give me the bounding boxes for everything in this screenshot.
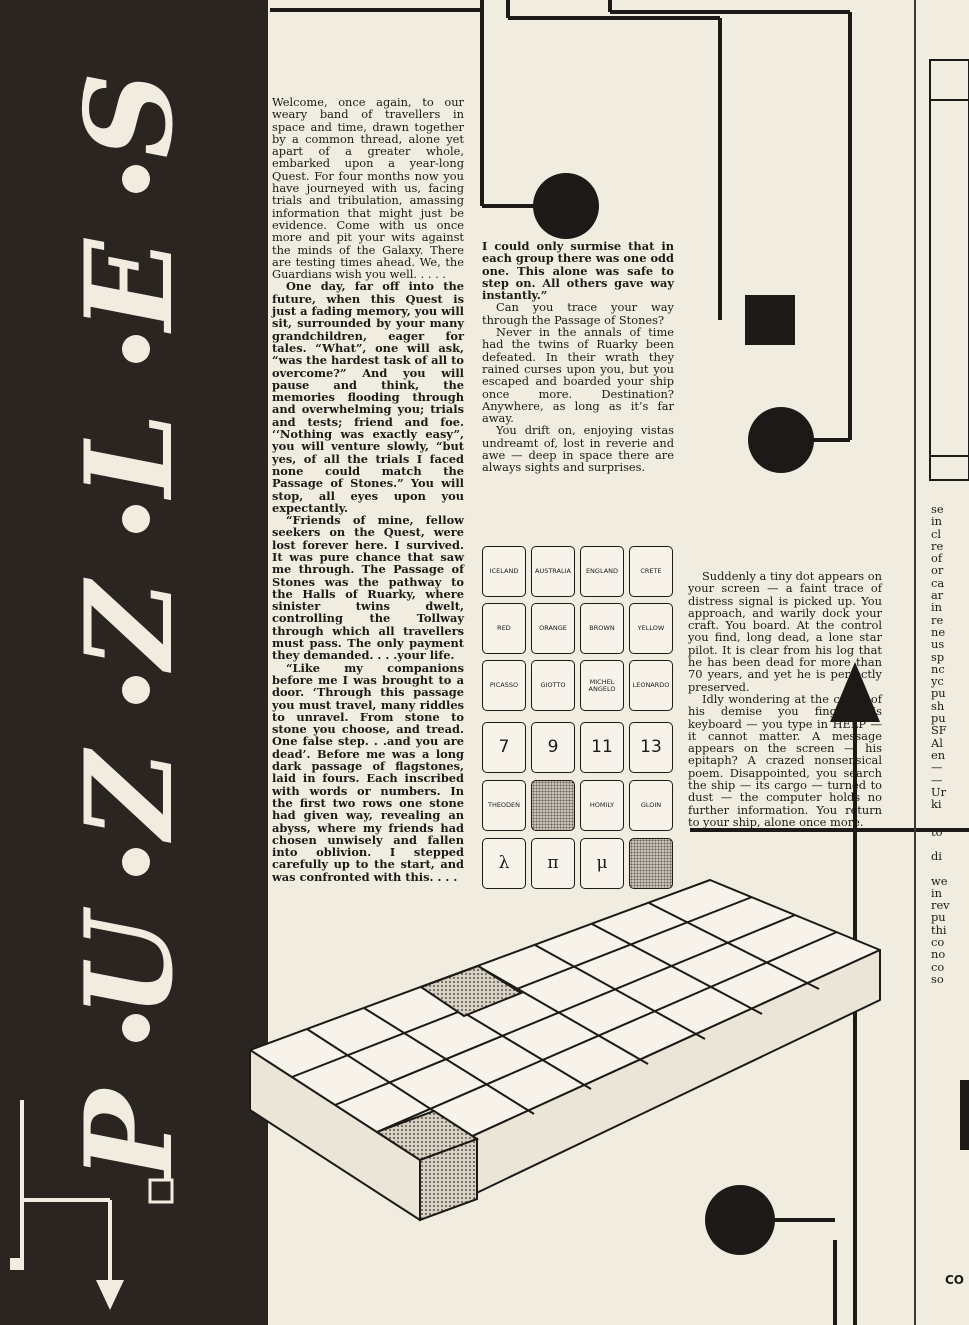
stone-cell: 13 <box>629 722 673 773</box>
title-letter: P <box>59 1089 200 1181</box>
body-paragraph: Can you trace your way through the Passage of Stones? <box>482 300 674 327</box>
stone-cell: ORANGE <box>531 603 575 654</box>
stone-cell: μ <box>580 838 624 889</box>
title-letter: E <box>59 239 200 331</box>
body-paragraph: Suddenly a tiny dot appears on your screen — a faint trace of distress signal is picked up. You approach, and warily dock your craft. You board. At the control you find, long dead, a lone star pilot. It is clear from his log that he has been dead for more than 70 years, and yet he is perfectly preserved. <box>688 569 882 694</box>
stone-cell: ENGLAND <box>580 546 624 597</box>
stone-cell: RED <box>482 603 526 654</box>
stone-cell: 11 <box>580 722 624 773</box>
stone-cell: 9 <box>531 722 575 773</box>
stone-cell: CRETE <box>629 546 673 597</box>
stone-cell: THEODEN <box>482 780 526 831</box>
title-letter: S <box>59 71 200 159</box>
title-letter: Z <box>59 751 200 839</box>
stone-cell: GIOTTO <box>531 660 575 711</box>
passage-of-stones-grid <box>482 546 674 894</box>
stone-cell: π <box>531 838 575 889</box>
adjacent-page-fragment: se in cl re of or ca ar in re ne us sp nc yc pu sh pu SF Al en — — Ur ki <box>931 503 947 811</box>
body-paragraph: “Like my companions before me I was brought to a door. ‘Through this passage you must travel, many riddles to unravel. From stone to stone you choose, and tread. One false step. . .and you are dead’. Before me was a long dark passage of flagstones, laid in fours. Each inscribed with words or numbers. In the first two rows one stone had given way, revealing an abyss, where my friends had chosen unwisely and fallen into oblivion. I stepped carefully up to the start, and was confronted with this. . . . <box>272 660 464 884</box>
flagstone-passage-illustration <box>240 860 900 1240</box>
quote-paragraph: I could only surmise that in each group there was one odd one. This alone was safe to step on. All others gave way instantly.” <box>482 239 674 303</box>
title-letter: L <box>59 412 200 498</box>
article-column-3 <box>688 570 882 828</box>
stone-cell: BROWN <box>580 603 624 654</box>
title-letter: U <box>59 912 200 1018</box>
stone-cell: AUSTRALIA <box>531 546 575 597</box>
body-paragraph: One day, far off into the future, when this Quest is just a fading memory, you will sit, surrounded by your many grandchildren, eager for tales. “What”, one will ask, “was the hardest task of all to overcome?” And you will pause and think, the memories flooding through and overwhelming you; trials and tests; friend and foe. ‘‘Nothing was exactly easy”, you will venture slowly, “but yes, of all the trials I faced none could match the Passage of Stones.” You will stop, all eyes upon you expectantly. <box>272 279 464 515</box>
collapsed-stone <box>531 780 575 831</box>
stone-cell: PICASSO <box>482 660 526 711</box>
body-paragraph: Never in the annals of time had the twins of Ruarky been defeated. In their wrath they rained curses upon you, but you escaped and boarded your ship once more. Destination? Anywhere, as long as it’s far away. <box>482 325 674 426</box>
body-paragraph: You drift on, enjoying vistas undreamt of, lost in reverie and awe — deep in space there are always sights and surprises. <box>482 423 674 475</box>
stone-cell: HOMILY <box>580 780 624 831</box>
title-letter: Z <box>59 581 200 669</box>
footer-fragment: CO <box>945 1273 965 1287</box>
collapsed-stone <box>629 838 673 889</box>
body-paragraph: “Friends of mine, fellow seekers on the Quest, were lost forever here. I survived. It was pure chance that saw me through. The Passage of Stones was the pathway to the Halls of Ruarky, where sinister twins dwelt, controlling the Tollway through which all travellers must pass. The only payment they demanded. . . .your life. <box>272 513 464 663</box>
stone-cell: LEONARDO <box>629 660 673 711</box>
stone-cell: GLOIN <box>629 780 673 831</box>
intro-paragraph: Welcome, once again, to our weary band of travellers in space and time, drawn together by a common thread, alone yet apart of a greater whole, embarked upon a year-long Quest. For four months now you have journeyed with us, facing trials and tribulation, amassing information that might just be evidence. Come with us once more and pit your wits against the minds of the Galaxy. There are testing times ahead. We, the Guardians wish you well. . . . . <box>272 95 464 282</box>
stone-cell: MICHEL ANGELO <box>580 660 624 711</box>
adjacent-page-fragment: to di we in rev pu thi co no co so <box>931 826 950 986</box>
stone-cell: YELLOW <box>629 603 673 654</box>
stone-cell: λ <box>482 838 526 889</box>
article-column-1 <box>272 96 464 883</box>
body-paragraph: Idly wondering at the cause of his demise you finger his keyboard — you type in HELP — it cannot matter. A message appears on the screen — his epitaph? A crazed nonsensical poem. Disappointed, you search the ship — its cargo — turned to dust — the computer holds no further information. You return to your ship, alone once more. <box>688 691 882 829</box>
stone-cell: 7 <box>482 722 526 773</box>
article-column-2 <box>482 240 674 474</box>
stone-cell: ICELAND <box>482 546 526 597</box>
